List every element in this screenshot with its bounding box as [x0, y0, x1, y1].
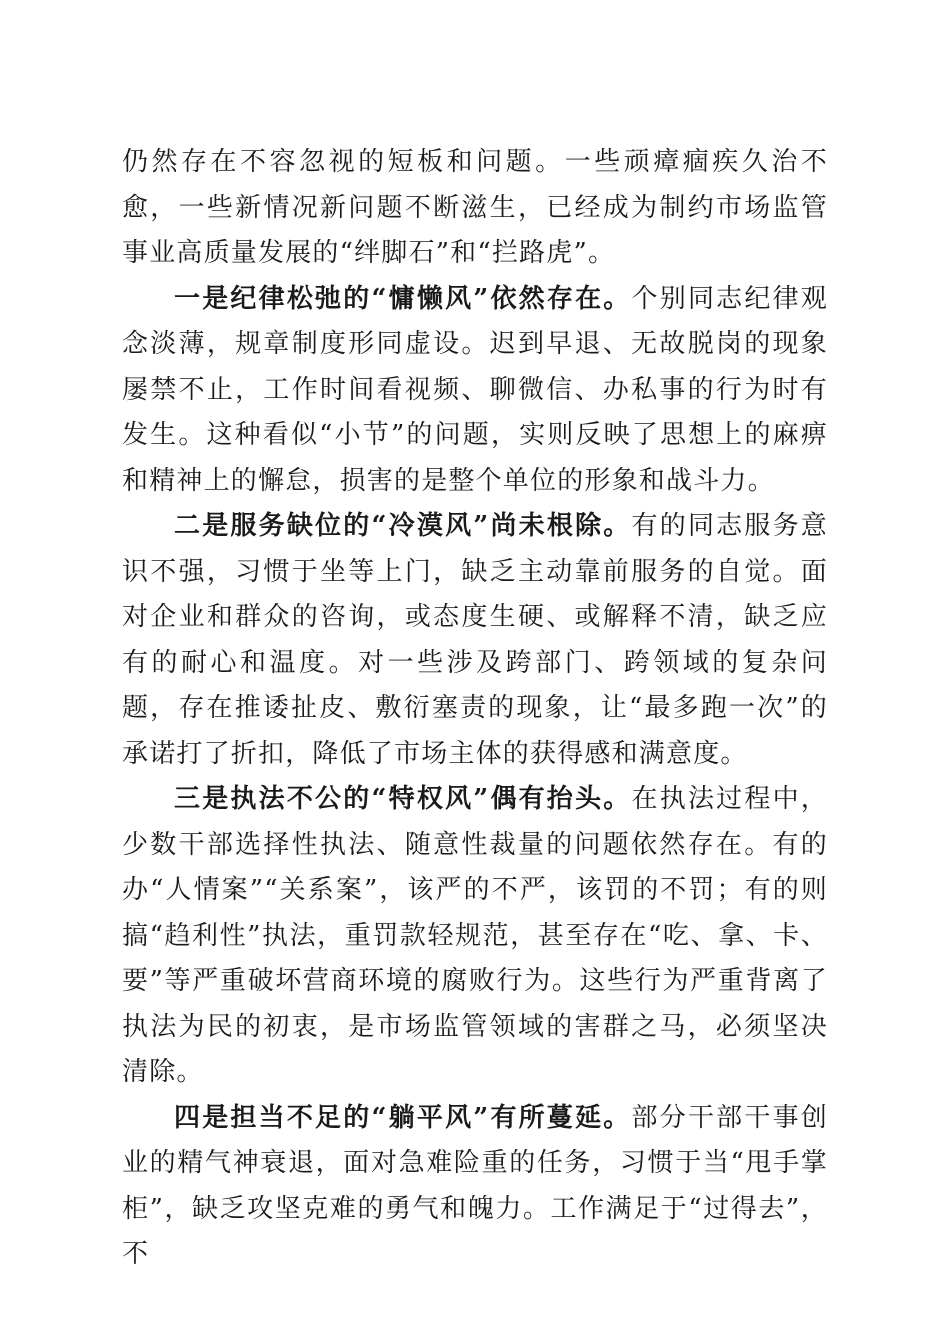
paragraph-lead: 三是执法不公的“特权风”偶有抬头。 [174, 784, 632, 814]
paragraph-point-3 [122, 777, 828, 1096]
paragraph-point-4 [122, 1096, 828, 1278]
paragraph-lead: 二是服务缺位的“冷漠风”尚未根除。 [174, 511, 632, 541]
paragraph-text: 有的同志服务意识不强，习惯于坐等上门，缺乏主动靠前服务的自觉。面对企业和群众的咨询，或态度生硬、或解释不清，缺乏应有的耐心和温度。对一些涉及跨部门、跨领域的复杂问题，存在推诿扯皮、敷衍塞责的现象，让“最多跑一次”的承诺打了折扣，降低了市场主体的获得感和满意度。 [122, 511, 829, 769]
paragraph-text: 在执法过程中，少数干部选择性执法、随意性裁量的问题依然存在。有的办“人情案”“关系案”，该严的不严，该罚的不罚；有的则搞“趋利性”执法，重罚款轻规范，甚至存在“吃、拿、卡、要”等严重破坏营商环境的腐败行为。这些行为严重背离了执法为民的初衷，是市场监管领域的害群之马，必须坚决清除。 [122, 784, 829, 1087]
paragraph-lead: 四是担当不足的“躺平风”有所蔓延。 [174, 1102, 632, 1133]
document-body [122, 140, 828, 1278]
paragraph-text: 部分干部干事创业的精气神衰退，面对急难险重的任务，习惯于当“甩手掌柜”，缺乏攻坚克难的勇气和魄力。工作满足于“过得去”，不 [122, 1102, 829, 1269]
paragraph-point-2 [122, 504, 828, 777]
paragraph-point-1 [122, 277, 828, 505]
paragraph-intro [122, 140, 828, 277]
paragraph-text: 仍然存在不容忽视的短板和问题。一些顽瘴痼疾久治不愈，一些新情况新问题不断滋生，已经成为制约市场监管事业高质量发展的“绊脚石”和“拦路虎”。 [122, 147, 828, 268]
paragraph-text: 个别同志纪律观念淡薄，规章制度形同虚设。迟到早退、无故脱岗的现象屡禁不止，工作时间看视频、聊微信、办私事的行为时有发生。这种看似“小节”的问题，实则反映了思想上的麻痹和精神上的懈怠，损害的是整个单位的形象和战斗力。 [122, 283, 829, 496]
paragraph-lead: 一是纪律松弛的“慵懒风”依然存在。 [174, 283, 632, 314]
